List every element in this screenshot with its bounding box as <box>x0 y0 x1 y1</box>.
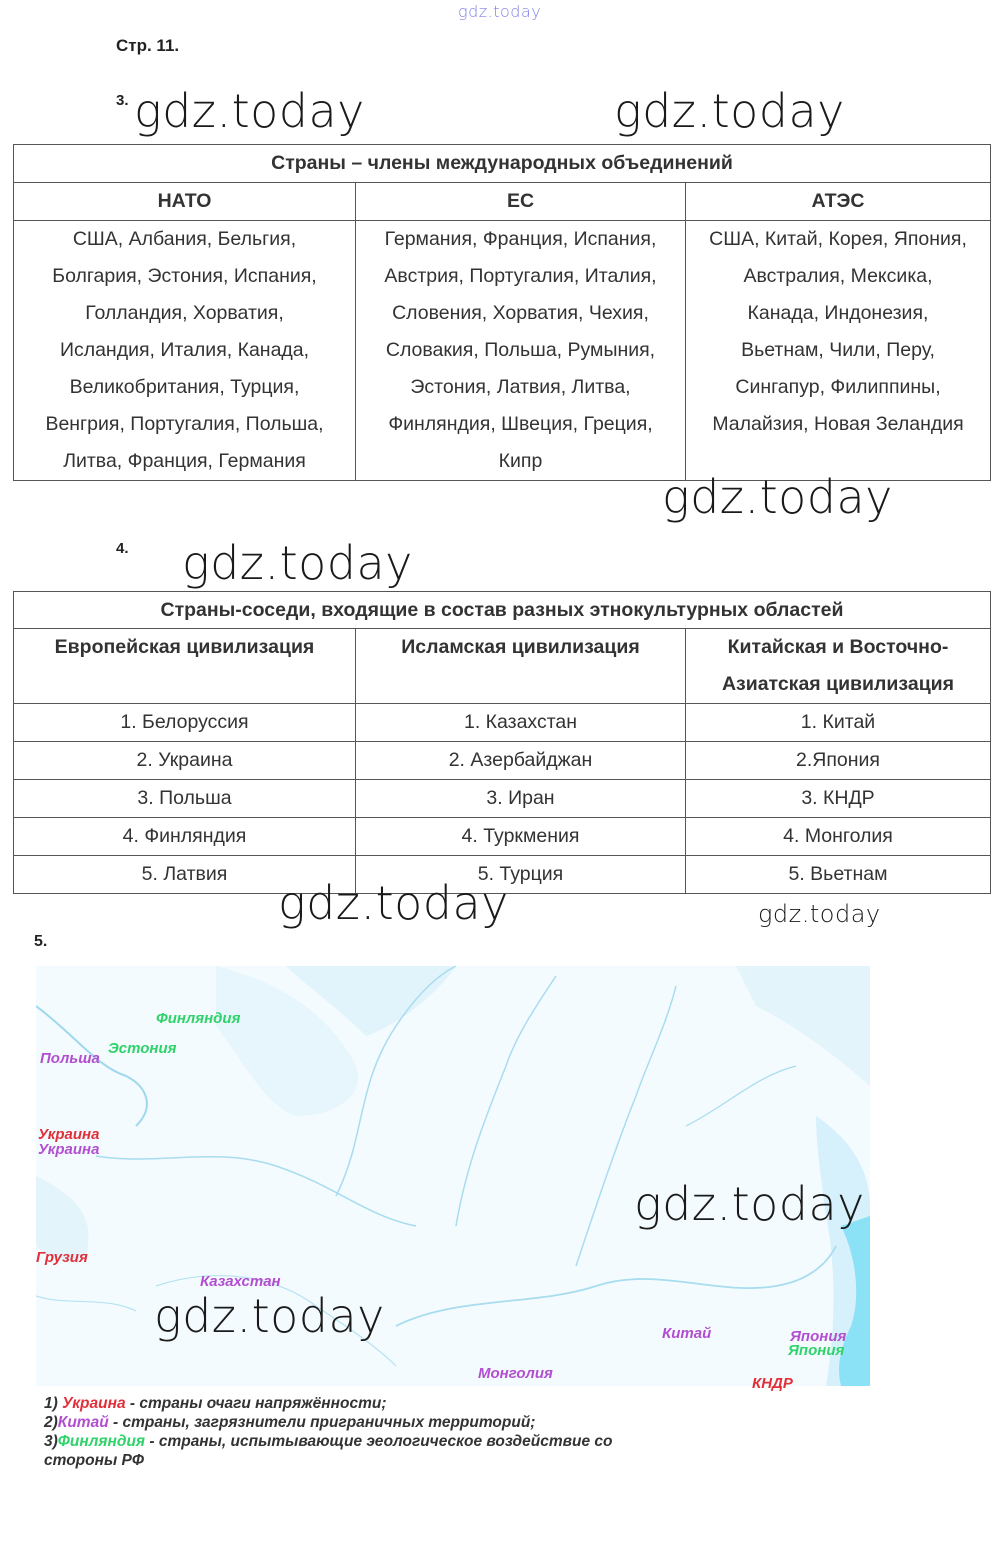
watermark: gdz.today <box>278 876 509 930</box>
legend-prefix: 1) <box>44 1395 63 1412</box>
legend-text: - страны очаги напряжённости; <box>125 1395 387 1412</box>
map-label-japan-green: Япония <box>788 1342 845 1359</box>
watermark-small: gdz.today <box>758 900 881 928</box>
section4-number: 4. <box>116 540 129 557</box>
top-watermark: gdz.today <box>458 2 542 21</box>
table-cell: 3. Польша <box>14 780 356 818</box>
watermark: gdz.today <box>662 470 893 524</box>
list-line: Вьетнам, Чили, Перу, <box>741 339 935 361</box>
watermark: gdz.today <box>154 1289 385 1343</box>
column-header-east-asian <box>686 629 991 704</box>
map-label-china: Китай <box>662 1325 712 1342</box>
table-cell: 3. Иран <box>356 780 686 818</box>
list-line: Сингапур, Филиппины, <box>735 376 941 398</box>
table-cell: 2. Азербайджан <box>356 742 686 780</box>
list-line: Литва, Франция, Германия <box>63 450 306 472</box>
legend-line-2 <box>44 1414 535 1432</box>
map-label-estonia: Эстония <box>108 1040 177 1057</box>
list-line: Голландия, Хорватия, <box>85 302 284 324</box>
list-line: Венгрия, Португалия, Польша, <box>45 413 324 435</box>
page-label: Стр. 11. <box>116 36 180 55</box>
table-cell: 5. Вьетнам <box>686 856 991 894</box>
column-header-eu: ЕС <box>356 183 686 221</box>
table-cell: 3. КНДР <box>686 780 991 818</box>
column-header-nato: НАТО <box>14 183 356 221</box>
legend-prefix: 2) <box>44 1414 58 1431</box>
legend-prefix: 3) <box>44 1433 58 1450</box>
list-line: Германия, Франция, Испания, <box>384 228 657 250</box>
legend-line-1 <box>44 1395 386 1413</box>
members-table-caption: Страны – члены международных объединений <box>14 145 991 183</box>
column-header-european: Европейская цивилизация <box>14 629 356 704</box>
map-label-mongolia: Монголия <box>478 1365 553 1382</box>
map-label-finland: Финляндия <box>156 1010 241 1027</box>
legend-line-3 <box>44 1433 612 1451</box>
legend-text: - страны, испытывающие эеологическое воздействие со <box>145 1433 613 1450</box>
list-line: США, Китай, Корея, Япония, <box>709 228 967 250</box>
eu-countries <box>356 221 686 481</box>
neighbours-table <box>13 591 991 894</box>
legend-country-green: Финляндия <box>57 1433 146 1450</box>
watermark: gdz.today <box>614 84 845 138</box>
table-cell: 5. Латвия <box>14 856 356 894</box>
map-label-kazakhstan: Казахстан <box>200 1273 281 1290</box>
list-line: Австралия, Мексика, <box>743 265 933 287</box>
list-line: Великобритания, Турция, <box>69 376 300 398</box>
neighbours-table-caption: Страны-соседи, входящие в состав разных этнокультурных областей <box>14 592 991 629</box>
list-line: Кипр <box>498 450 543 472</box>
table-row <box>14 818 991 856</box>
list-line: Словения, Хорватия, Чехия, <box>392 302 649 324</box>
legend-line-4: стороны РФ <box>44 1452 144 1469</box>
table-row <box>14 742 991 780</box>
map-label-poland: Польша <box>40 1050 100 1067</box>
legend-country-purple: Китай <box>57 1414 109 1431</box>
apec-countries <box>686 221 991 481</box>
list-line: Словакия, Польша, Румыния, <box>385 339 656 361</box>
table-cell: 5. Турция <box>356 856 686 894</box>
members-table <box>13 144 991 481</box>
list-line: Малайзия, Новая Зеландия <box>712 413 964 435</box>
map-label-dprk: КНДР <box>752 1375 793 1392</box>
list-line: Канада, Индонезия, <box>747 302 929 324</box>
list-line: Исландия, Италия, Канада, <box>59 339 310 361</box>
map-label-ukraine-purple: Украина <box>38 1141 100 1158</box>
section5-number: 5. <box>34 933 48 950</box>
map-label-japan-purple: Япония <box>790 1328 847 1345</box>
table-cell: 4. Туркмения <box>356 818 686 856</box>
column-header-islamic: Исламская цивилизация <box>356 629 686 704</box>
map-label-georgia: Грузия <box>36 1249 88 1266</box>
watermark: gdz.today <box>134 84 365 138</box>
legend-text: - страны, загрязнители приграничных территорий; <box>108 1414 536 1431</box>
table-cell: 1. Белоруссия <box>14 704 356 742</box>
list-line: США, Албания, Бельгия, <box>72 228 297 250</box>
table-cell: 2.Япония <box>686 742 991 780</box>
table-cell: 4. Монголия <box>686 818 991 856</box>
map-label-ukraine-red: Украина <box>38 1126 100 1143</box>
list-line: Финляндия, Швеция, Греция, <box>388 413 653 435</box>
watermark: gdz.today <box>182 536 413 590</box>
table-cell: 4. Финляндия <box>14 818 356 856</box>
table-cell: 2. Украина <box>14 742 356 780</box>
header-line: Азиатская цивилизация <box>721 673 955 695</box>
column-header-apec: АТЭС <box>686 183 991 221</box>
nato-countries <box>14 221 356 481</box>
section3-number: 3. <box>116 92 129 109</box>
list-line: Болгария, Эстония, Испания, <box>52 265 317 287</box>
table-cell: 1. Казахстан <box>356 704 686 742</box>
table-row <box>14 704 991 742</box>
table-row <box>14 780 991 818</box>
header-line: Китайская и Восточно- <box>727 636 949 658</box>
list-line: Австрия, Португалия, Италия, <box>384 265 657 287</box>
watermark: gdz.today <box>634 1177 865 1231</box>
legend-country-red: Украина <box>62 1395 126 1412</box>
table-cell: 1. Китай <box>686 704 991 742</box>
list-line: Эстония, Латвия, Литва, <box>410 376 631 398</box>
